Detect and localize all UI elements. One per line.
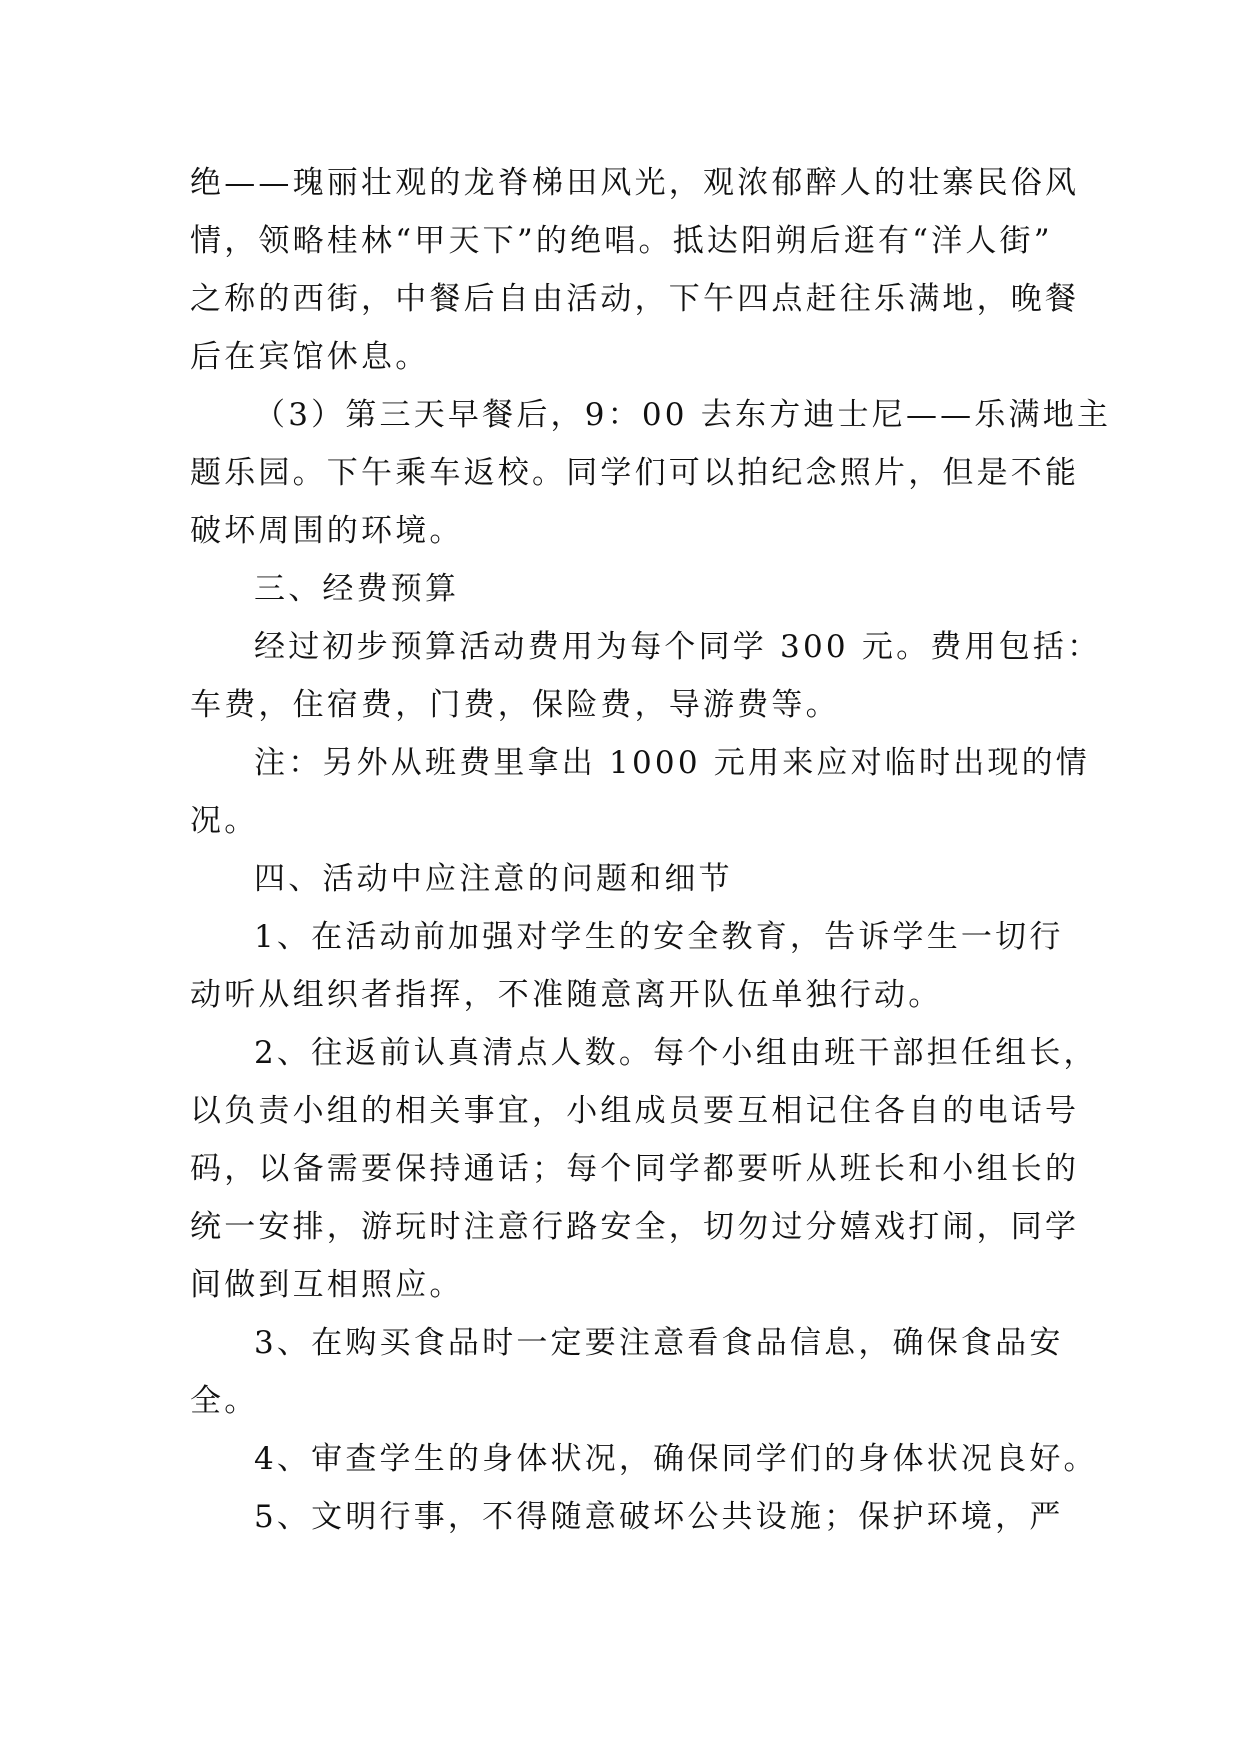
text-line: 动听从组织者指挥，不准随意离开队伍单独行动。 [190,977,943,1013]
text-line: 经过初步预算活动费用为每个同学 300 元。费用包括： [254,629,1102,665]
text-line: 统一安排，游玩时注意行路安全，切勿过分嬉戏打闹，同学 [190,1209,1080,1245]
text-line: 三、经费预算 [254,571,460,607]
text-line: 情，领略桂林“甲天下”的绝唱。抵达阳朔后逛有“洋人街” [190,223,1053,259]
text-line: 码，以备需要保持通话；每个同学都要听从班长和小组长的 [190,1151,1080,1187]
text-line: 四、活动中应注意的问题和细节 [254,861,733,897]
text-line: 破坏周围的环境。 [190,513,464,549]
text-line: 2、往返前认真清点人数。每个小组由班干部担任组长， [254,1035,1098,1071]
text-line: 况。 [190,803,259,839]
text-line: 后在宾馆休息。 [190,339,430,375]
text-line: （3）第三天早餐后，9：00 去东方迪士尼——乐满地主 [254,397,1112,433]
text-line: 3、在购买食品时一定要注意看食品信息，确保食品安 [254,1325,1064,1361]
text-line: 绝——瑰丽壮观的龙脊梯田风光，观浓郁醉人的壮寨民俗风 [190,165,1080,201]
text-line: 1、在活动前加强对学生的安全教育，告诉学生一切行 [254,919,1064,955]
text-line: 4、审查学生的身体状况，确保同学们的身体状况良好。 [254,1441,1098,1477]
text-line: 以负责小组的相关事宜，小组成员要互相记住各自的电话号 [190,1093,1080,1129]
text-line: 5、文明行事，不得随意破坏公共设施；保护环境，严 [254,1499,1064,1535]
text-line: 车费，住宿费，门费，保险费，导游费等。 [190,687,840,723]
text-line: 题乐园。下午乘车返校。同学们可以拍纪念照片，但是不能 [190,455,1080,491]
text-line: 之称的西街，中餐后自由活动，下午四点赶往乐满地，晚餐 [190,281,1080,317]
document-body [190,154,1112,1546]
text-line: 间做到互相照应。 [190,1267,464,1303]
text-line: 全。 [190,1383,259,1419]
text-line: 注：另外从班费里拿出 1000 元用来应对临时出现的情 [254,745,1090,781]
